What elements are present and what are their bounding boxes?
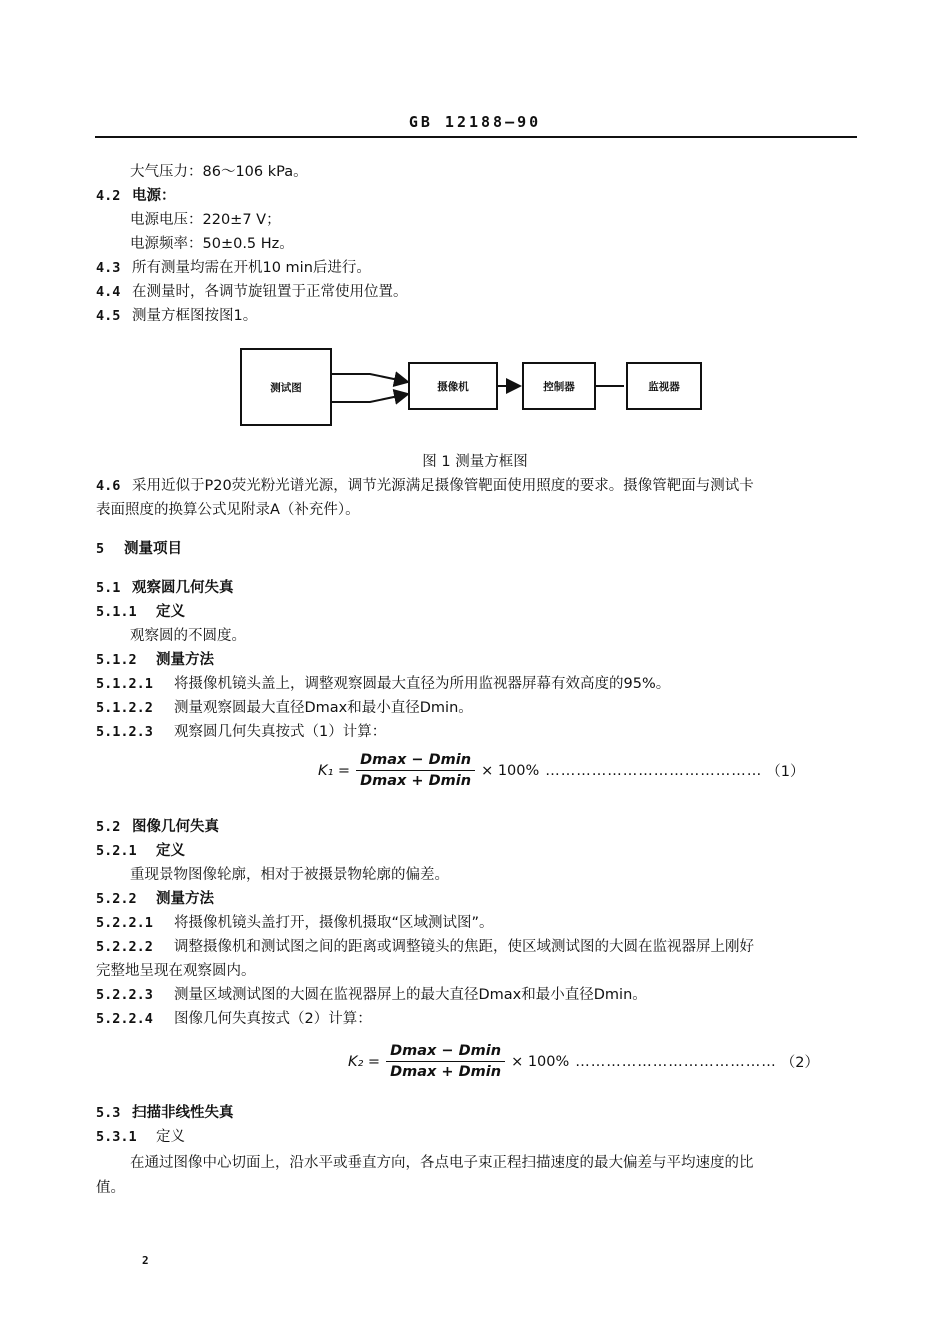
section-5-1-2-1: [96, 674, 670, 694]
voltage-text: 电源电压：220±7 V；: [130, 212, 281, 228]
section-number: 5.2.2.3: [96, 987, 153, 1003]
section-title: 测量项目: [124, 541, 182, 557]
section-title: 测量方法: [156, 891, 214, 907]
formula-numerator: Dmax − Dmin: [390, 1043, 502, 1059]
section-number: 4.6: [96, 478, 121, 494]
section-number: 4.2: [96, 188, 121, 204]
section-number: 5: [96, 541, 105, 557]
section-number: 5.2.2.2: [96, 939, 153, 955]
section-title: 图像几何失真: [132, 819, 219, 835]
figure-caption: 图 1 测量方框图: [422, 454, 528, 470]
section-text: 将摄像机镜头盖上，调整观察圆最大直径为所用监视器屏幕有效高度的95%。: [174, 676, 671, 692]
section-number: 5.1.2: [96, 652, 137, 668]
section-title: 电源：: [132, 188, 176, 204]
section-number: 5.2.1: [96, 843, 137, 859]
section-5: [96, 539, 182, 559]
section-5-1-2-2: [96, 698, 473, 718]
section-5-2-2: [96, 889, 214, 909]
section-5-2: [96, 817, 219, 837]
section-number: 5.1.2.1: [96, 676, 153, 692]
header-rule: [95, 136, 857, 138]
formula-1: [318, 752, 805, 789]
formula-lhs: K₁ =: [318, 762, 351, 779]
formula-fraction: [386, 1043, 505, 1080]
section-5-2-2-4: [96, 1009, 372, 1029]
section-number: 5.3: [96, 1105, 121, 1121]
section-text: 图像几何失真按式（2）计算：: [174, 1011, 372, 1027]
formula-dots: ……………………………………: [545, 762, 763, 779]
section-text: 测量区域测试图的大圆在监视器屏上的最大直径Dmax和最小直径Dmin。: [174, 987, 647, 1003]
section-number: 5.3.1: [96, 1129, 137, 1145]
section-4-3: [96, 258, 371, 278]
section-5-1-1-text: 观察圆的不圆度。: [130, 628, 246, 644]
section-title: 测量方法: [156, 652, 214, 668]
section-text: 将摄像机镜头盖打开，摄像机摄取“区域测试图”。: [174, 915, 494, 931]
formula-2: [348, 1043, 819, 1080]
section-text: 测量观察圆最大直径Dmax和最小直径Dmin。: [174, 700, 473, 716]
section-4-2: [96, 186, 176, 206]
section-5-2-1: [96, 841, 185, 861]
section-number: 5.1: [96, 580, 121, 596]
formula-tag: （1）: [766, 764, 805, 780]
block-controller: 控制器: [522, 362, 596, 410]
section-5-2-2-2: [96, 937, 754, 957]
section-5-3-1-text: 在通过图像中心切面上，沿水平或垂直方向，各点电子束正程扫描速度的最大偏差与平均速度的比: [130, 1155, 754, 1171]
arrow-upper: [330, 374, 408, 382]
section-title: 定义: [156, 1129, 185, 1145]
formula-tag: （2）: [780, 1055, 820, 1071]
section-text: 测量方框图按图1。: [132, 308, 258, 324]
formula-fraction: [356, 752, 475, 789]
header-code: GB 12188—90: [408, 113, 542, 131]
section-number: 4.4: [96, 284, 121, 300]
arrow-lower: [330, 394, 408, 402]
section-text: 采用近似于P20荧光粉光谱光源，调节光源满足摄像管靶面使用照度的要求。摄像管靶面与测试卡: [132, 478, 754, 494]
section-text: 观察圆几何失真按式（1）计算：: [174, 724, 387, 740]
pressure-text: 大气压力：86～106 kPa。: [130, 164, 308, 180]
section-4-6: [96, 476, 754, 496]
section-5-1-1: [96, 602, 185, 622]
section-5-2-2-3: [96, 985, 647, 1005]
section-number: 5.2.2: [96, 891, 137, 907]
section-4-6-cont: 表面照度的换算公式见附录A（补充件）。: [96, 502, 360, 518]
section-title: 定义: [156, 604, 185, 620]
section-5-1-2: [96, 650, 214, 670]
page-number: 2: [142, 1254, 149, 1267]
section-number: 5.2.2.1: [96, 915, 153, 931]
formula-tail: × 100%: [511, 1053, 570, 1070]
section-number: 5.2: [96, 819, 121, 835]
block-monitor: 监视器: [626, 362, 702, 410]
section-4-4: [96, 282, 408, 302]
formula-numerator: Dmax − Dmin: [360, 752, 472, 768]
section-number: 4.3: [96, 260, 121, 276]
formula-denominator: Dmax + Dmin: [386, 1061, 505, 1080]
section-5-3-1: [96, 1127, 185, 1147]
formula-dots: …………………………………: [575, 1053, 777, 1070]
section-5-1-2-3: [96, 722, 386, 742]
section-title: 定义: [156, 843, 185, 859]
section-5-1: [96, 578, 234, 598]
section-5-3-1-cont: 值。: [96, 1180, 125, 1196]
formula-denominator: Dmax + Dmin: [356, 770, 475, 789]
section-text: 调整摄像机和测试图之间的距离或调整镜头的焦距，使区域测试图的大圆在监视器屏上刚好: [174, 939, 754, 955]
section-title: 扫描非线性失真: [132, 1105, 234, 1121]
section-number: 5.1.2.3: [96, 724, 153, 740]
frequency-text: 电源频率：50±0.5 Hz。: [130, 236, 294, 252]
block-diagram: [240, 348, 710, 428]
section-5-2-1-text: 重现景物图像轮廓，相对于被摄景物轮廓的偏差。: [130, 867, 449, 883]
formula-lhs: K₂ =: [348, 1053, 381, 1070]
section-text: 所有测量均需在开机10 min后进行。: [132, 260, 371, 276]
section-number: 5.1.1: [96, 604, 137, 620]
section-number: 5.2.2.4: [96, 1011, 153, 1027]
section-text: 在测量时，各调节旋钮置于正常使用位置。: [132, 284, 408, 300]
section-title: 观察圆几何失真: [132, 580, 234, 596]
section-5-2-2-1: [96, 913, 494, 933]
block-test-chart: 测试图: [240, 348, 332, 426]
section-number: 4.5: [96, 308, 121, 324]
block-camera: 摄像机: [408, 362, 498, 410]
section-number: 5.1.2.2: [96, 700, 153, 716]
section-5-3: [96, 1103, 234, 1123]
formula-tail: × 100%: [481, 762, 540, 779]
section-4-5: [96, 306, 257, 326]
section-5-2-2-2-cont: 完整地呈现在观察圆内。: [96, 963, 256, 979]
